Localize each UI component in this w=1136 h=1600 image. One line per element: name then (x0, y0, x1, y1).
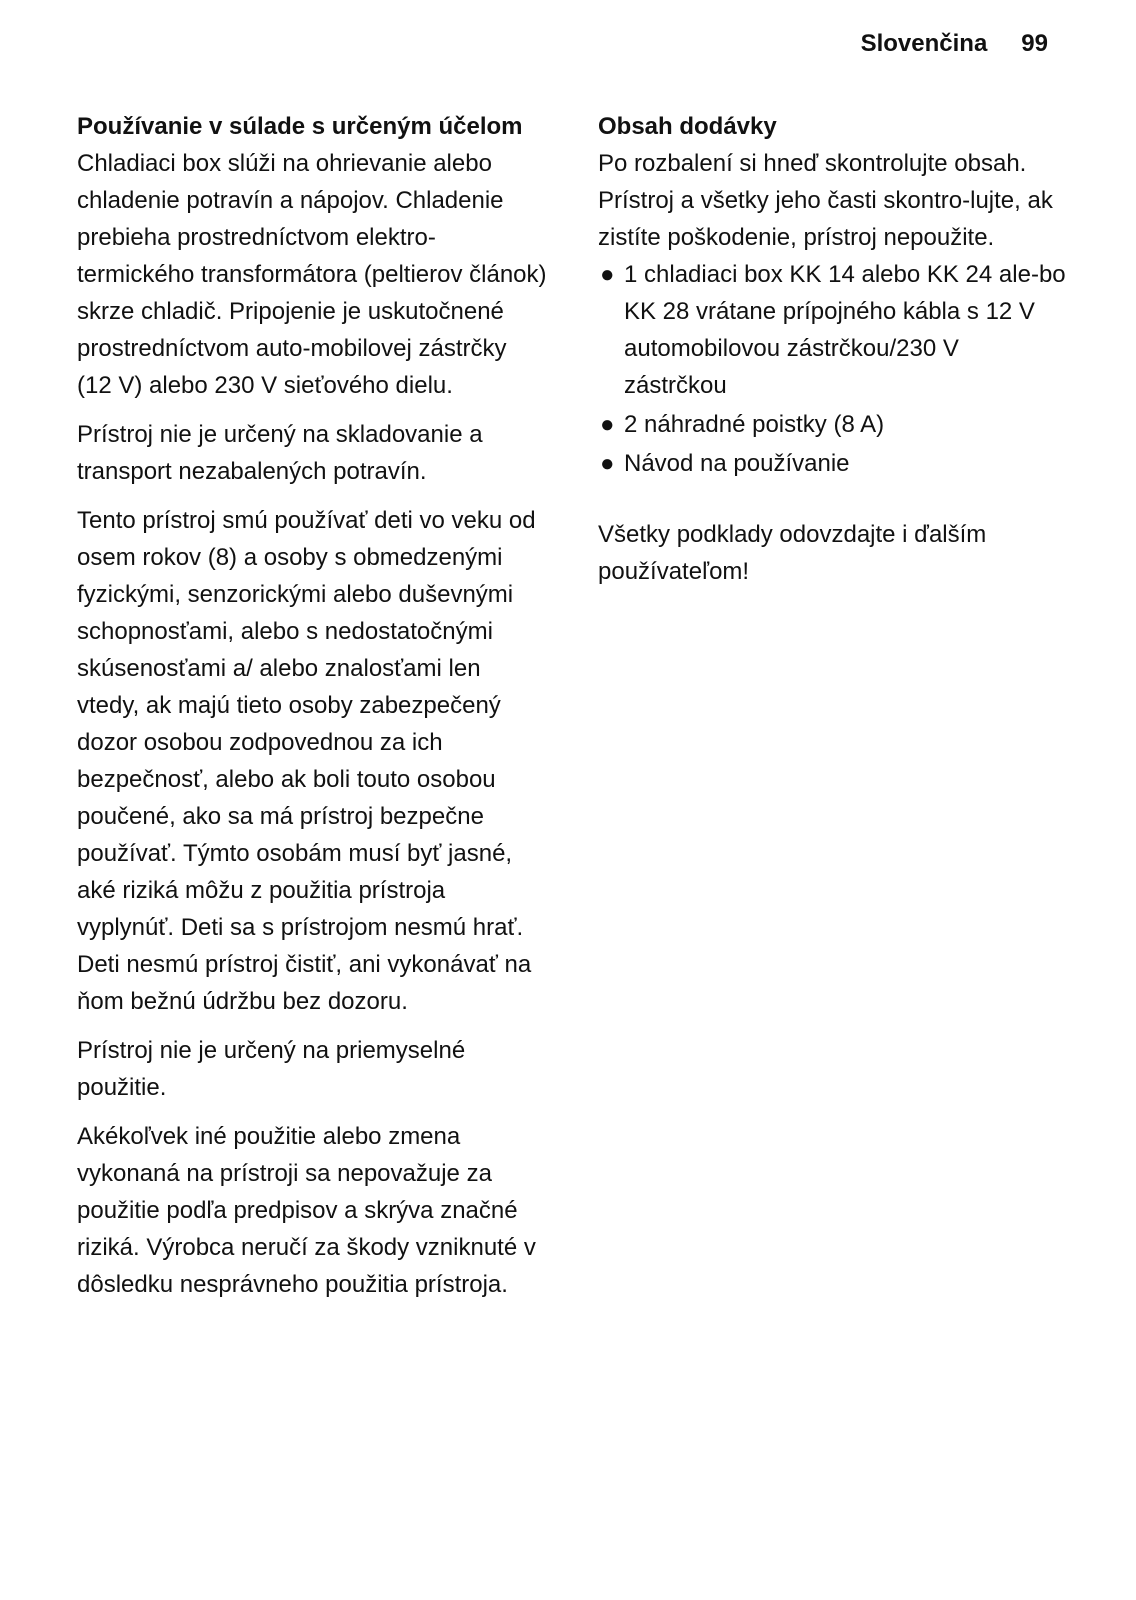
list-item-text: 2 náhradné poistky (8 A) (624, 411, 885, 438)
bullet-icon: ● (600, 411, 615, 438)
closing-note: Všetky podklady odovzdajte i ďalším používateľom! (598, 521, 987, 585)
list-item-text: Návod na používanie (624, 450, 850, 477)
paragraph-industrial: Prístroj nie je určený na priemyselné použitie. (77, 1037, 466, 1101)
list-item-text: 1 chladiaci box KK 14 alebo KK 24 ale-bo KK 28 vrátane prípojného kábla s 12 V automobilovou zástrčkou/230 V zástrčkou (624, 261, 1066, 399)
bullet-icon: ● (600, 261, 615, 288)
paragraph-purpose: Chladiaci box slúži na ohrievanie alebo chladenie potravín a nápojov. Chladenie prebieha prostredníctvom elektro-termického transformátora (peltierov článok) skrze chladič. Pripojenie je uskutočnené prostredníctvom auto-mobilovej zástrčky (12 V) alebo 230 V sieťového dielu. (77, 150, 547, 399)
section-title: Slovenčina (860, 30, 988, 57)
list-item (598, 256, 1068, 404)
paragraph-liability: Akékoľvek iné použitie alebo zmena vykonaná na prístroji sa nepovažuje za použitie podľa predpisov a skrýva značné riziká. Výrobca neručí za škody vzniknuté v dôsledku nesprávneho použitia prístroja. (77, 1123, 536, 1298)
delivery-contents-heading: Obsah dodávky (598, 113, 777, 140)
intended-use-heading: Používanie v súlade s určeným účelom (77, 113, 523, 140)
delivery-list (598, 256, 1068, 482)
bullet-icon: ● (600, 450, 615, 477)
running-header (861, 26, 1048, 62)
left-column (77, 108, 547, 1315)
paragraph-storage: Prístroj nie je určený na skladovanie a transport nezabalených potravín. (77, 421, 483, 485)
paragraph-children-safety: Tento prístroj smú používať deti vo veku od osem rokov (8) a osoby s obmedzenými fyzickými, senzorickými alebo duševnými schopnosťami, alebo s nedostatočnými skúsenosťami a/ alebo znalosťami len vtedy, ak majú tieto osoby zabezpečený dozor osobou zodpovednou za ich bezpečnosť, alebo ak boli touto osobou poučené, ako sa má prístroj bezpečne používať. Týmto osobám musí byť jasné, aké riziká môžu z použitia prístroja vyplynúť. Deti sa s prístrojom nesmú hrať. Deti nesmú prístroj čistiť, ani vykonávať na ňom bežnú údržbu bez dozoru. (77, 507, 536, 1015)
delivery-intro: Po rozbalení si hneď skontrolujte obsah. Prístroj a všetky jeho časti skontro-lujte, ak zistíte poškodenie, prístroj nepoužite. (598, 150, 1053, 251)
right-column (598, 108, 1068, 590)
page-number: 99 (1021, 30, 1048, 57)
list-item (598, 445, 1068, 482)
list-item (598, 406, 1068, 443)
